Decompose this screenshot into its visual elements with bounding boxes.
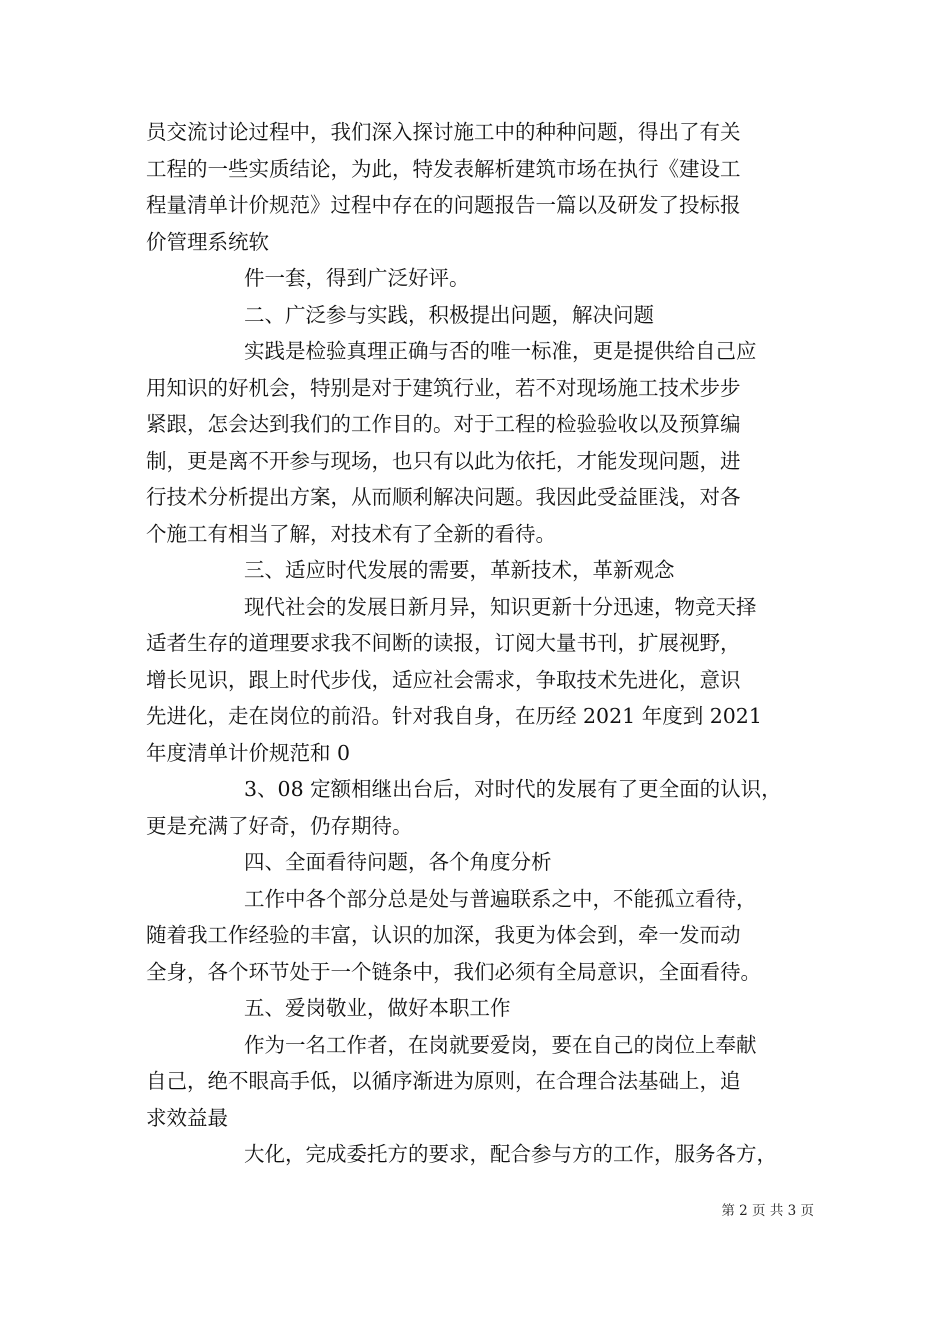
text-line: 紧跟，怎会达到我们的工作目的。对于工程的检验验收以及预算编 — [146, 412, 741, 436]
text-line: 适者生存的道理要求我不间断的读报，订阅大量书刊，扩展视野， — [146, 631, 741, 655]
text-line: 作为一名工作者，在岗就要爱岗，要在自己的岗位上奉献 — [244, 1032, 757, 1057]
text-line: 工程的一些实质结论，为此，特发表解析建筑市场在执行《建设工 — [146, 156, 741, 181]
text-line: 行技术分析提出方案，从而顺利解决问题。我因此受益匪浅，对各 — [146, 485, 741, 509]
text-line: 随着我工作经验的丰富，认识的加深，我更为体会到，牵一发而动 — [146, 923, 741, 947]
text-line: 增长见识，跟上时代步伐，适应社会需求，争取技术先进化，意识 — [146, 667, 741, 692]
text-line: 个施工有相当了解，对技术有了全新的看待。 — [146, 521, 556, 546]
text-line: 3、08 定额相继出台后，对时代的发展有了更全面的认识， — [244, 777, 782, 801]
section-heading: 五、爱岗敬业，做好本职工作 — [244, 996, 511, 1020]
text-line: 大化，完成委托方的要求，配合参与方的工作，服务各方， — [244, 1142, 777, 1166]
document-body — [146, 114, 814, 1173]
text-line: 先进化，走在岗位的前沿。针对我自身，在历经 2021 年度到 2021 — [146, 704, 762, 728]
text-line: 年度清单计价规范和 0 — [146, 740, 351, 765]
page-number: 第 2 页 共 3 页 — [721, 1203, 814, 1219]
section-heading: 四、全面看待问题，各个角度分析 — [244, 850, 552, 874]
text-line: 工作中各个部分总是处与普遍联系之中，不能孤立看待， — [244, 886, 757, 911]
text-line: 员交流讨论过程中，我们深入探讨施工中的种种问题，得出了有关 — [146, 120, 741, 144]
text-line: 更是充满了好奇，仍存期待。 — [146, 813, 413, 838]
text-line: 件一套，得到广泛好评。 — [244, 266, 470, 290]
text-line: 程量清单计价规范》过程中存在的问题报告一篇以及研发了投标报 — [146, 193, 741, 217]
text-line: 用知识的好机会，特别是对于建筑行业，若不对现场施工技术步步 — [146, 375, 741, 400]
text-line: 求效益最 — [146, 1105, 228, 1130]
text-line: 全身，各个环节处于一个链条中，我们必须有全局意识，全面看待。 — [146, 959, 761, 984]
section-heading: 三、适应时代发展的需要，革新技术，革新观念 — [244, 558, 675, 582]
text-line: 自己，绝不眼高手低，以循序渐进为原则，在合理合法基础上，追 — [146, 1069, 741, 1093]
text-line: 制，更是离不开参与现场，也只有以此为依托，才能发现问题，进 — [146, 448, 741, 473]
text-line: 价管理系统软 — [146, 229, 269, 254]
section-heading: 二、广泛参与实践，积极提出问题，解决问题 — [244, 302, 654, 327]
text-line: 实践是检验真理正确与否的唯一标准，更是提供给自己应 — [244, 339, 757, 363]
text-line: 现代社会的发展日新月异，知识更新十分迅速，物竞天择 — [244, 594, 757, 619]
